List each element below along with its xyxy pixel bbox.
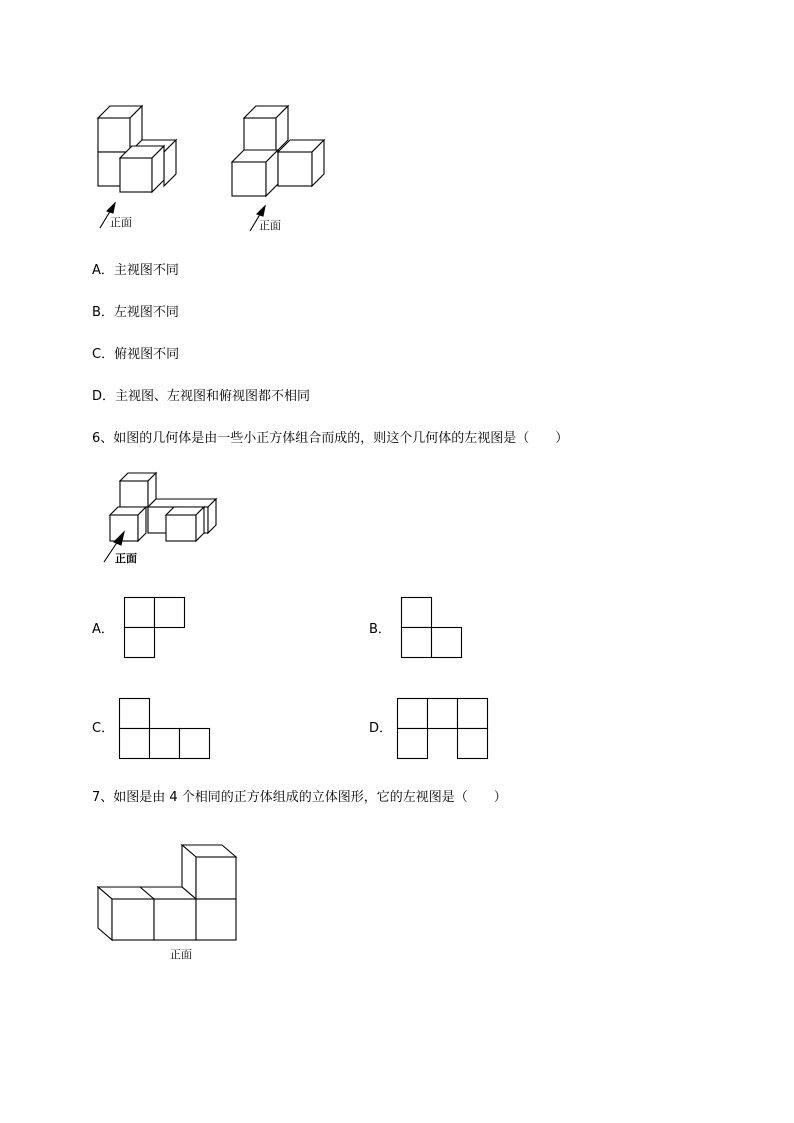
q5-figure-1-front-label: 正面 <box>110 216 132 229</box>
q6-option-c-label: C． <box>92 721 115 736</box>
q6-option-b-figure <box>401 597 463 659</box>
q7-figure-front-label: 正面 <box>170 948 192 961</box>
q7-question-text: 7、如图是由 4 个相同的正方体组成的立体图形，它的左视图是（ ） <box>92 790 507 805</box>
q6-option-d-label: D． <box>369 721 393 736</box>
q6-option-d-figure <box>397 698 490 760</box>
q6-option-a-label: A． <box>92 622 114 637</box>
q6-option-a-figure <box>124 597 186 659</box>
q7-figure <box>96 842 241 944</box>
q6-question-text: 6、如图的几何体是由一些小正方体组合而成的，则这个几何体的左视图是（ ） <box>92 431 569 446</box>
q5-option-a: A．主视图不同 <box>92 263 179 278</box>
q6-figure-front-label: 正面 <box>115 552 137 565</box>
q5-option-b: B．左视图不同 <box>92 305 179 320</box>
q6-option-c-figure <box>119 698 212 760</box>
q5-figure-2 <box>226 100 336 235</box>
q5-figure-2-front-label: 正面 <box>259 219 281 232</box>
q6-option-b-label: B． <box>369 622 391 637</box>
q5-figure-1 <box>90 100 190 235</box>
q5-option-d: D．主视图、左视图和俯视图都不相同 <box>92 389 311 404</box>
q5-option-c: C．俯视图不同 <box>92 347 180 362</box>
